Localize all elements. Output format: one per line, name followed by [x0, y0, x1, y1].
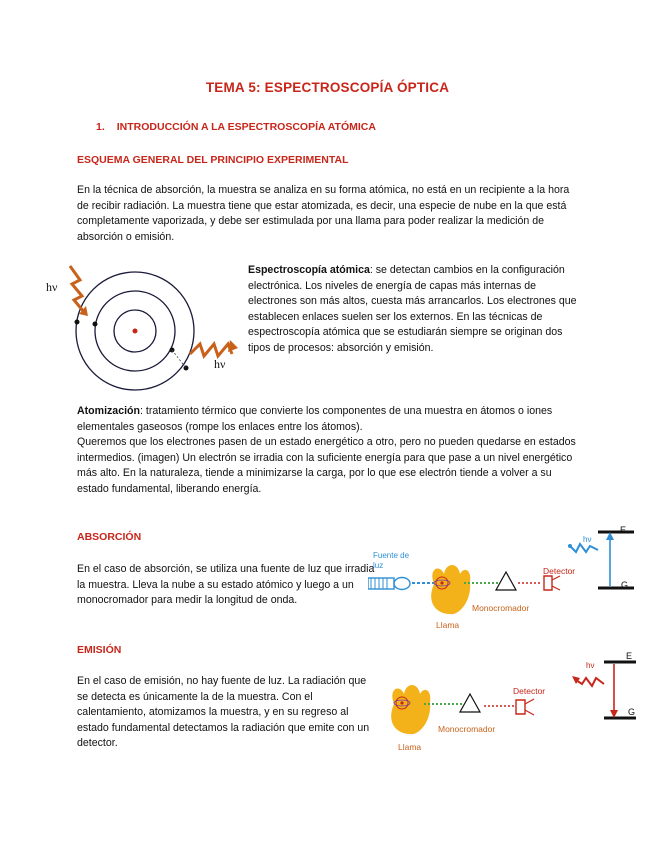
detector-label: Detector [543, 566, 576, 576]
emitted-photon-icon [576, 678, 604, 686]
hv-in-label: hν [46, 280, 58, 294]
absorcion-paragraph: En el caso de absorción, se utiliza una fuente de luz que irradia la muestra. Lleva la nube a su estado atómico y luego a un monocromador para medir la longitud de onda. [77, 563, 375, 606]
absorcion-diagram [368, 520, 638, 638]
atomizacion-term: Atomización [77, 405, 140, 417]
level-g-label: G [621, 580, 629, 590]
monocromador-label: Monocromador [472, 603, 530, 613]
emision-paragraph: En el caso de emisión, no hay fuente de luz. La radiación que se detecta es únicamente la de la muestra. Con el calentamiento, atomizamos la muestra, y en su regreso al estado fundamental detectamos la radiación que emite con un detector. [77, 675, 370, 749]
llama-label: Llama [398, 742, 422, 752]
detector-icon [544, 576, 560, 590]
detector-label: Detector [513, 686, 546, 696]
esquema-paragraph: En la técnica de absorción, la muestra se analiza en su forma atómica, no está en un recipiente a la hora de recibir radiación. La muestra tiene que estar atomizada, es decir, una especie de nube en la que está completamente vaporizada, y debe ser estimulada por una llama para poder realizar la medición de absorción o emisión. [77, 184, 570, 243]
atomizacion-paragraph [77, 404, 582, 497]
atomizacion-text: : tratamiento térmico que convierte los componentes de una muestra en átomos o iones elementales gaseosos (rompe los enlaces entre los átomos). [77, 405, 553, 433]
espectroscopia-paragraph [248, 263, 580, 356]
section-label: INTRODUCCIÓN A LA ESPECTROSCOPÍA ATÓMICA [116, 121, 376, 133]
hv-em-label: hν [586, 661, 595, 670]
page-title: TEMA 5: ESPECTROSCOPÍA ÓPTICA [205, 80, 450, 95]
atom-diagram [46, 258, 242, 400]
level-g-label: G [628, 707, 636, 717]
level-e-label: E [620, 525, 627, 535]
fuente-label: Fuente de luz [373, 551, 410, 570]
flame-icon [431, 565, 470, 614]
espectroscopia-term: Espectroscopía atómica [248, 264, 370, 276]
nucleus [133, 329, 138, 334]
light-source-icon [368, 578, 410, 590]
espectroscopia-text: : se detectan cambios en la configuración electrónica. Los niveles de energía de capas más internas de electrones son más altos, cuesta más arrancarlos. Los electrones que establecen enlaces suelen ser los externos. En las técnicas de espectroscopía atómica que se estudiarán siempre se originan dos tipos de procesos: absorción y emisión. [248, 264, 577, 354]
prism-icon [496, 572, 516, 590]
level-e-label: E [626, 651, 633, 661]
emision-heading: EMISIÓN [77, 644, 122, 656]
outgoing-photon-icon [190, 344, 232, 356]
section-heading [96, 121, 376, 133]
llama-label: Llama [436, 620, 460, 630]
absorcion-heading: ABSORCIÓN [77, 531, 142, 543]
electron [75, 320, 80, 325]
flame-icon [391, 685, 430, 734]
electron [93, 322, 98, 327]
absorbed-photon-icon [570, 544, 598, 552]
esquema-heading: ESQUEMA GENERAL DEL PRINCIPIO EXPERIMENTAL [77, 154, 349, 166]
hv-abs-label: hν [583, 535, 592, 544]
hv-out-label: hν [214, 357, 226, 371]
monocromador-label: Monocromador [438, 724, 496, 734]
detector-icon [516, 699, 534, 715]
prism-icon [460, 694, 480, 712]
section-number: 1. [96, 121, 105, 133]
atomizacion-text2: Queremos que los electrones pasen de un estado energético a otro, pero no pueden quedarse en estados intermedios. (imagen) Un electrón se irradia con la suficiente energía para que pase a un nivel energético más alto. En la naturaleza, tiende a minimizarse la carga, por lo que ese electrón tiende a volver a su estado fundamental, liberando energía. [77, 436, 576, 495]
